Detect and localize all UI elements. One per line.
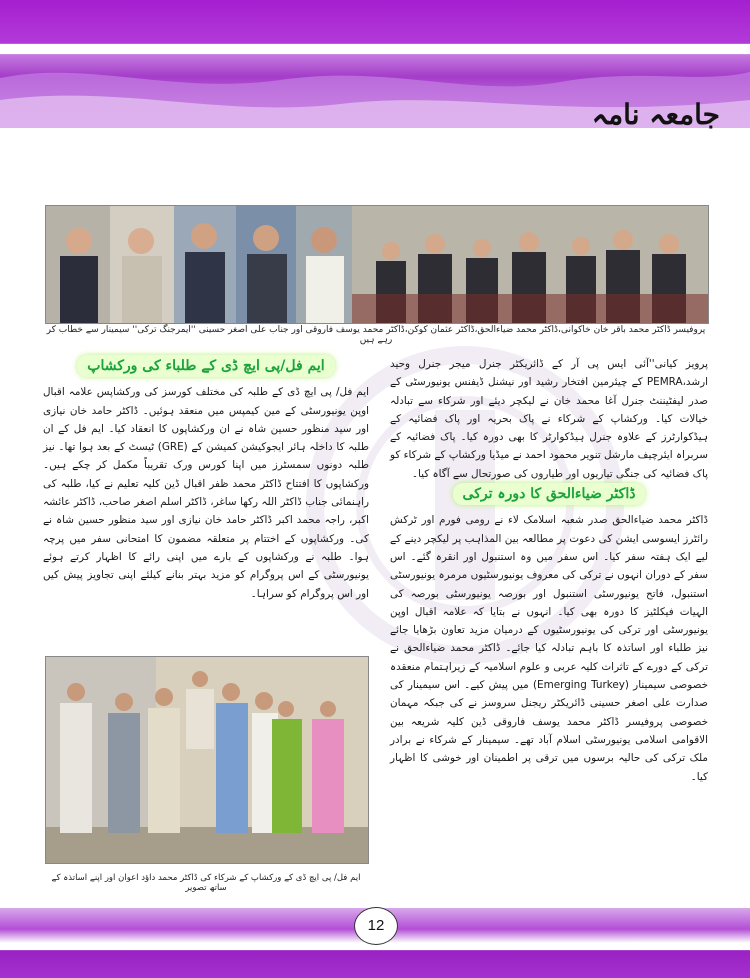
group-photo-caption: ایم فل/ پی ایچ ڈی کے ورکشاپ کے شرکاء کی ڈاکٹر محمد داؤد اعوان اور اپنے اساتذہ کے ساتھ تصویر [51, 873, 361, 893]
mphil-workshop-heading [43, 355, 369, 377]
turkey-visit-heading-text: ڈاکٹر ضیاءالحق کا دورہ ترکی [453, 483, 646, 505]
article-right-column [390, 355, 708, 786]
group-photo-icon [46, 657, 368, 863]
seminar-photo-icon [46, 206, 708, 323]
page-number: 12 [354, 907, 398, 945]
workshop-continuation-paragraph: پرویز کیانی''آئی ایس پی آر کے ڈائریکٹر جنرل میجر جنرل وحید ارشد،PEMRA کے چیئرمین افتخار رشید اور نیشنل ڈیفنس یونیورسٹی کے صدر لیفٹیننٹ جنرل آغا محمد خان نے لیکچر دیئے اور شرکاء سے تبادلہ خیالات کیا۔ ورکشاپ کے شرکاء نے پاک بحریہ اور پاک فضائیہ کے ہیڈکوارٹرز کے علاوہ جنرل ہیڈکوارٹر کا بھی دورہ کیا۔ پاک فضائیہ کے سربراہ ایئرچیف مارشل تنویر محمود احمد نے میڈیا ورکشاپ کے شرکاء کو پاک فضائیہ کی جنگی تیاریوں اور طیاروں کی صورتحال سے آگاہ کیا۔ [390, 358, 708, 480]
turkey-visit-paragraph: ڈاکٹر محمد ضیاءالحق صدر شعبہ اسلامک لاء نے رومی فورم اور ٹرکش رائٹرز ایسوسی ایشن کی دعوت پر مطالعہ بین المذاہب پر لیکچر دینے کے لیے ایک ہفتہ سفر کیا۔ اس سفر میں وہ استنبول اور انقرہ گئے۔ اس سفر کے دوران انہوں نے ترکی کی معروف یونیورسٹیوں مرمرہ یونیورسٹی استنبول، فاتح یونیورسٹی استنبول اور بورصہ یونیورسٹی بورصہ کی الہیات فیکلٹیز کا دورہ بھی کیا۔ انہوں نے بتایا کہ علامہ اقبال اوپن یونیورسٹی اور ترکی کی یونیورسٹیوں کے درمیان مزید تعاون بڑھایا جائے نیز طلباء اور اساتذہ کا باہم تبادلہ کیا جائے۔ ڈاکٹر محمد ضیاءالحق نے ترکی کے دورے کے تاثرات کلیہ عربی و علوم اسلامیہ کے زیراہتمام منعقدہ خصوصی سیمینار (Emerging Turkey) میں پیش کیے۔ اس سیمینار کی صدارت علی اصغر حسینی ڈائریکٹر ریجنل سروسز نے کی جبکہ مہمان خصوصی پروفیسر ڈاکٹر محمد یوسف فاروقی ڈین کلیہ شریعہ بین الاقوامی اسلامی یونیورسٹی اسلام آباد تھے۔ سیمینار کے شرکاء نے برادر ملک ترکی کی حالیہ برسوں میں ترقی پر اطمینان اور خوشی کا اظہار کیا۔ [390, 514, 708, 783]
article-left-column [43, 355, 369, 603]
seminar-photo-strip [45, 205, 709, 324]
turkey-visit-heading [390, 483, 708, 505]
workshop-group-photo [45, 656, 369, 864]
mphil-workshop-heading-text: ایم فل/پی ایچ ڈی کے طلباء کی ورکشاپ [77, 355, 334, 377]
mphil-workshop-paragraph: ایم فل/ پی ایچ ڈی کے طلبہ کی مختلف کورسز کی ورکشاپس علامہ اقبال اوپن یونیورسٹی کے مین کیمپس میں منعقد ہوئیں۔ ڈاکٹر حامد خان نیازی اور سید منظور حسین شاہ نے ان ورکشاپوں کا انعقاد کیا۔ ایم فل کے ان طلبہ کا داخلہ ہائر ایجوکیشن کمیشن کے (GRE) ٹیسٹ کے بعد ہوا تھا۔ نیز طلبہ دونوں سمسٹرز میں اپنا کورس ورک تقریباً مکمل کر چکے ہیں۔ ورکشاپوں کا افتتاح ڈاکٹر محمد ظفر اقبال ڈین کلیہ تعلیم نے کیا، طلبہ کی راہنمائی جناب ڈاکٹر اللہ رکھا ساغر، ڈاکٹر اسلم اصغر صاحب، ڈاکٹر عائشہ اکبر، راجہ محمد اکبر ڈاکٹر حامد خان نیازی اور سید منظور حسین شاہ نے کی۔ ورکشاپوں کے اختتام پر متعلقہ مضمون کا امتحانی سفر میں پرچہ ہوا۔ طلبہ نے ورکشاپوں کے بارے میں اپنی رائے کا اظہار کرتے ہوئے یونیورسٹی کے اس پروگرام کو مزید بہتر بنانے کیلئے اپنی تجاویز پیش کیں اور اس پروگرام کو سراہا۔ [43, 386, 370, 600]
masthead-title: جامعہ نامہ [591, 98, 720, 131]
seminar-photo-caption: پروفیسر ڈاکٹر محمد باقر خان خاکوانی،ڈاکٹر محمد ضیاءالحق،ڈاکٹر عثمان کوکن،ڈاکٹر محمد یوسف فاروقی اور جناب علی اصغر حسینی ''ایمرجنگ ترکی'' سیمینار سے خطاب کر رہے ہیں [46, 325, 706, 345]
